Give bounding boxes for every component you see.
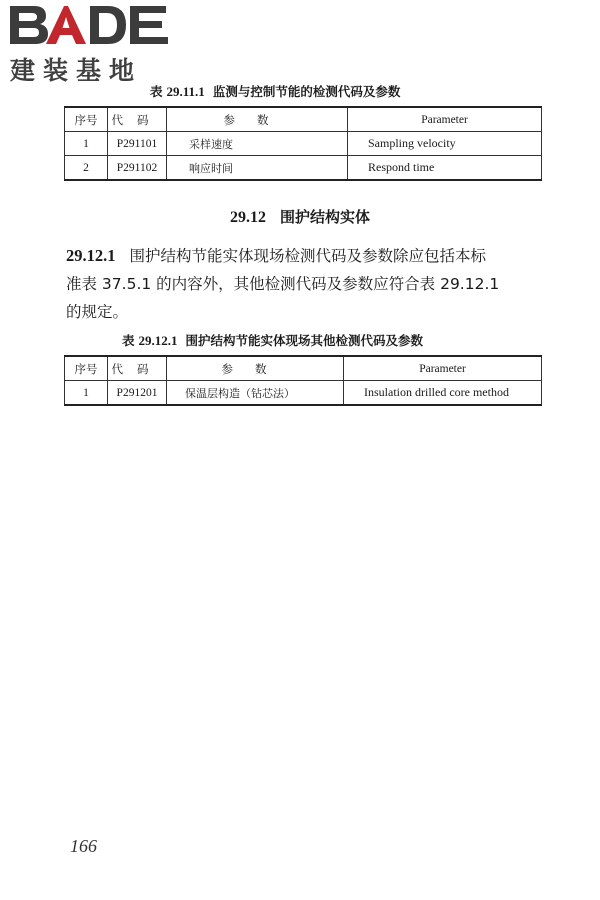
- logo-brand-bottom: 建装基地: [10, 56, 143, 85]
- clause-text-line-3: 的规定。: [66, 303, 129, 321]
- cell-param-en: Sampling velocity: [348, 132, 542, 156]
- header-code: 代码: [108, 356, 167, 381]
- cell-param: 响应时间: [167, 156, 348, 181]
- header-param: 参数: [167, 107, 348, 132]
- table-2-caption-label: 表: [122, 333, 135, 348]
- clause-text-line-1: 围护结构节能实体现场检测代码及参数除应包括本标: [129, 247, 487, 265]
- section-number: 29.12: [229, 209, 266, 226]
- table-header-row: [65, 107, 542, 132]
- cell-no: 1: [65, 381, 108, 406]
- clause-text-line-2: 准表 37.5.1 的内容外，其他检测代码及参数应符合表 29.12.1: [66, 275, 500, 293]
- table-2-caption: [122, 331, 423, 349]
- table-1-caption-label: 表: [150, 84, 163, 99]
- cell-param: 保温层构造（钻芯法）: [167, 381, 344, 406]
- section-heading: [0, 206, 600, 227]
- header-param-en: Parameter: [348, 107, 542, 132]
- watermark-logo: [8, 4, 183, 89]
- table-1-caption-title: 监测与控制节能的检测代码及参数: [212, 84, 401, 99]
- header-param: 参数: [167, 356, 344, 381]
- cell-code: P291101: [108, 132, 167, 156]
- cell-code: P291201: [108, 381, 167, 406]
- cell-param-en: Insulation drilled core method: [344, 381, 542, 406]
- clause-number: 29.12.1: [66, 246, 116, 265]
- table-2: [64, 355, 542, 406]
- page-number: 166: [70, 836, 97, 856]
- header-no: 序号: [65, 356, 108, 381]
- table-row: [65, 156, 542, 181]
- logo-wordmark: [8, 4, 173, 46]
- table-1-caption-number: 29.11.1: [166, 84, 205, 99]
- header-code: 代码: [108, 107, 167, 132]
- table-1: [64, 106, 542, 181]
- table-2-caption-title: 围护结构节能实体现场其他检测代码及参数: [185, 333, 424, 348]
- header-param-en: Parameter: [344, 356, 542, 381]
- table-1-caption: [150, 82, 400, 100]
- table-header-row: [65, 356, 542, 381]
- section-title: 围护结构实体: [279, 208, 370, 226]
- clause-paragraph-line-2: [66, 270, 544, 298]
- header-no: 序号: [65, 107, 108, 132]
- clause-paragraph-line-1: [66, 242, 544, 270]
- table-2-caption-number: 29.12.1: [138, 333, 178, 348]
- cell-param: 采样速度: [167, 132, 348, 156]
- cell-no: 2: [65, 156, 108, 181]
- cell-no: 1: [65, 132, 108, 156]
- table-row: [65, 132, 542, 156]
- clause-paragraph-line-3: [66, 298, 544, 326]
- table-row: [65, 381, 542, 406]
- cell-param-en: Respond time: [348, 156, 542, 181]
- cell-code: P291102: [108, 156, 167, 181]
